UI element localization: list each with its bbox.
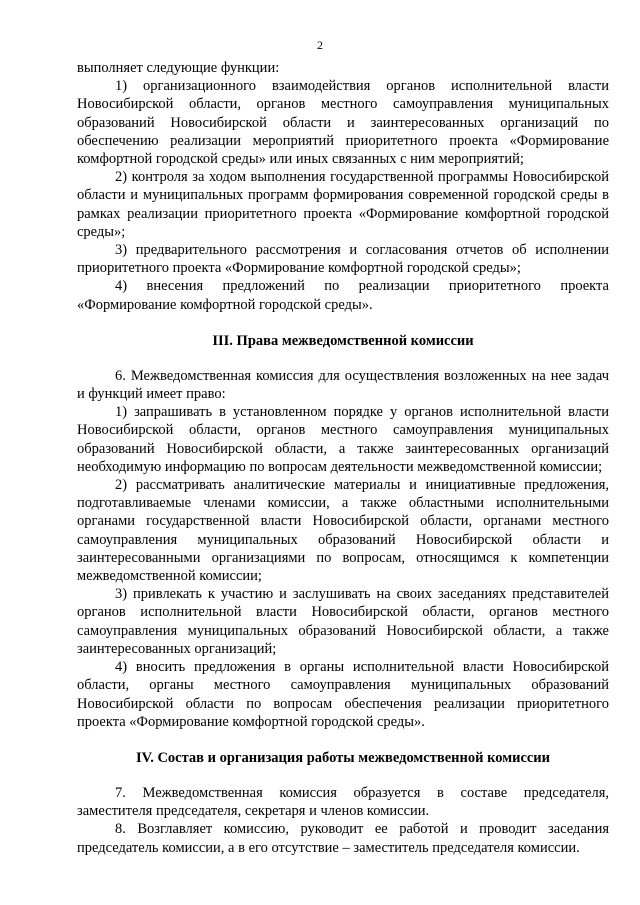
page-number: 2	[317, 38, 323, 52]
paragraph-7: 7. Межведомственная комиссия образуется в составе председателя, заместителя председателя, секретаря и членов комиссии.	[77, 784, 609, 820]
paragraph-function-2: 2) контроля за ходом выполнения государственной программы Новосибирской области и муниципальных программ формирования современной городской среды в рамках реализации приоритетного проекта «Формирование комфортной городской среды»;	[77, 169, 609, 240]
section-3-heading: III. Права межведомственной комиссии	[212, 332, 474, 349]
paragraph-right-4: 4) вносить предложения в органы исполнительной власти Новосибирской области, органы местного самоуправления муниципальных образований Новосибирской области по вопросам обеспечения реализации приоритетного проекта «Формирование комфортной городской среды».	[77, 659, 609, 730]
paragraph-6: 6. Межведомственная комиссия для осуществления возложенных на нее задач и функций имеет право:	[77, 367, 609, 403]
paragraph-intro: выполняет следующие функции:	[77, 60, 280, 76]
section-4-heading: IV. Состав и организация работы межведомственной комиссии	[135, 749, 551, 766]
paragraph-right-2: 2) рассматривать аналитические материалы и инициативные предложения, подготавливаемые членами комиссии, а также областными исполнительными органами государственной власти Новосибирской области, органами местного самоуправления муниципальных образований Новосибирской области и заинтересованными организациями по вопросам, относящимся к компетенции межведомственной комиссии;	[77, 477, 609, 585]
paragraph-function-3: 3) предварительного рассмотрения и согласования отчетов об исполнении приоритетного проекта «Формирование комфортной городской среды»;	[77, 242, 609, 277]
paragraph-right-3: 3) привлекать к участию и заслушивать на своих заседаниях представителей органов исполнительной власти Новосибирской области, органов местного самоуправления муниципальных образований Новосибирской области, а также заинтересованных организаций;	[77, 586, 609, 657]
document-body	[77, 59, 609, 857]
paragraph-8: 8. Возглавляет комиссию, руководит ее работой и проводит заседания председатель комиссии, а в его отсутствие – заместитель председателя комиссии.	[77, 821, 609, 856]
paragraph-function-1: 1) организационного взаимодействия органов исполнительной власти Новосибирской области, органов местного самоуправления муниципальных образований Новосибирской области и заинтересованных организаций по обеспечению реализации мероприятий приоритетного проекта «Формирование комфортной городской среды» или иных связанных с ним мероприятий;	[77, 78, 609, 168]
paragraph-function-4: 4) внесения предложений по реализации приоритетного проекта «Формирование комфортной городской среды».	[77, 278, 609, 313]
paragraph-right-1: 1) запрашивать в установленном порядке у органов исполнительной власти Новосибирской области, органов местного самоуправления муниципальных образований Новосибирской области, а также заинтересованных организаций необходимую информацию по вопросам деятельности межведомственной комиссии;	[77, 404, 609, 475]
